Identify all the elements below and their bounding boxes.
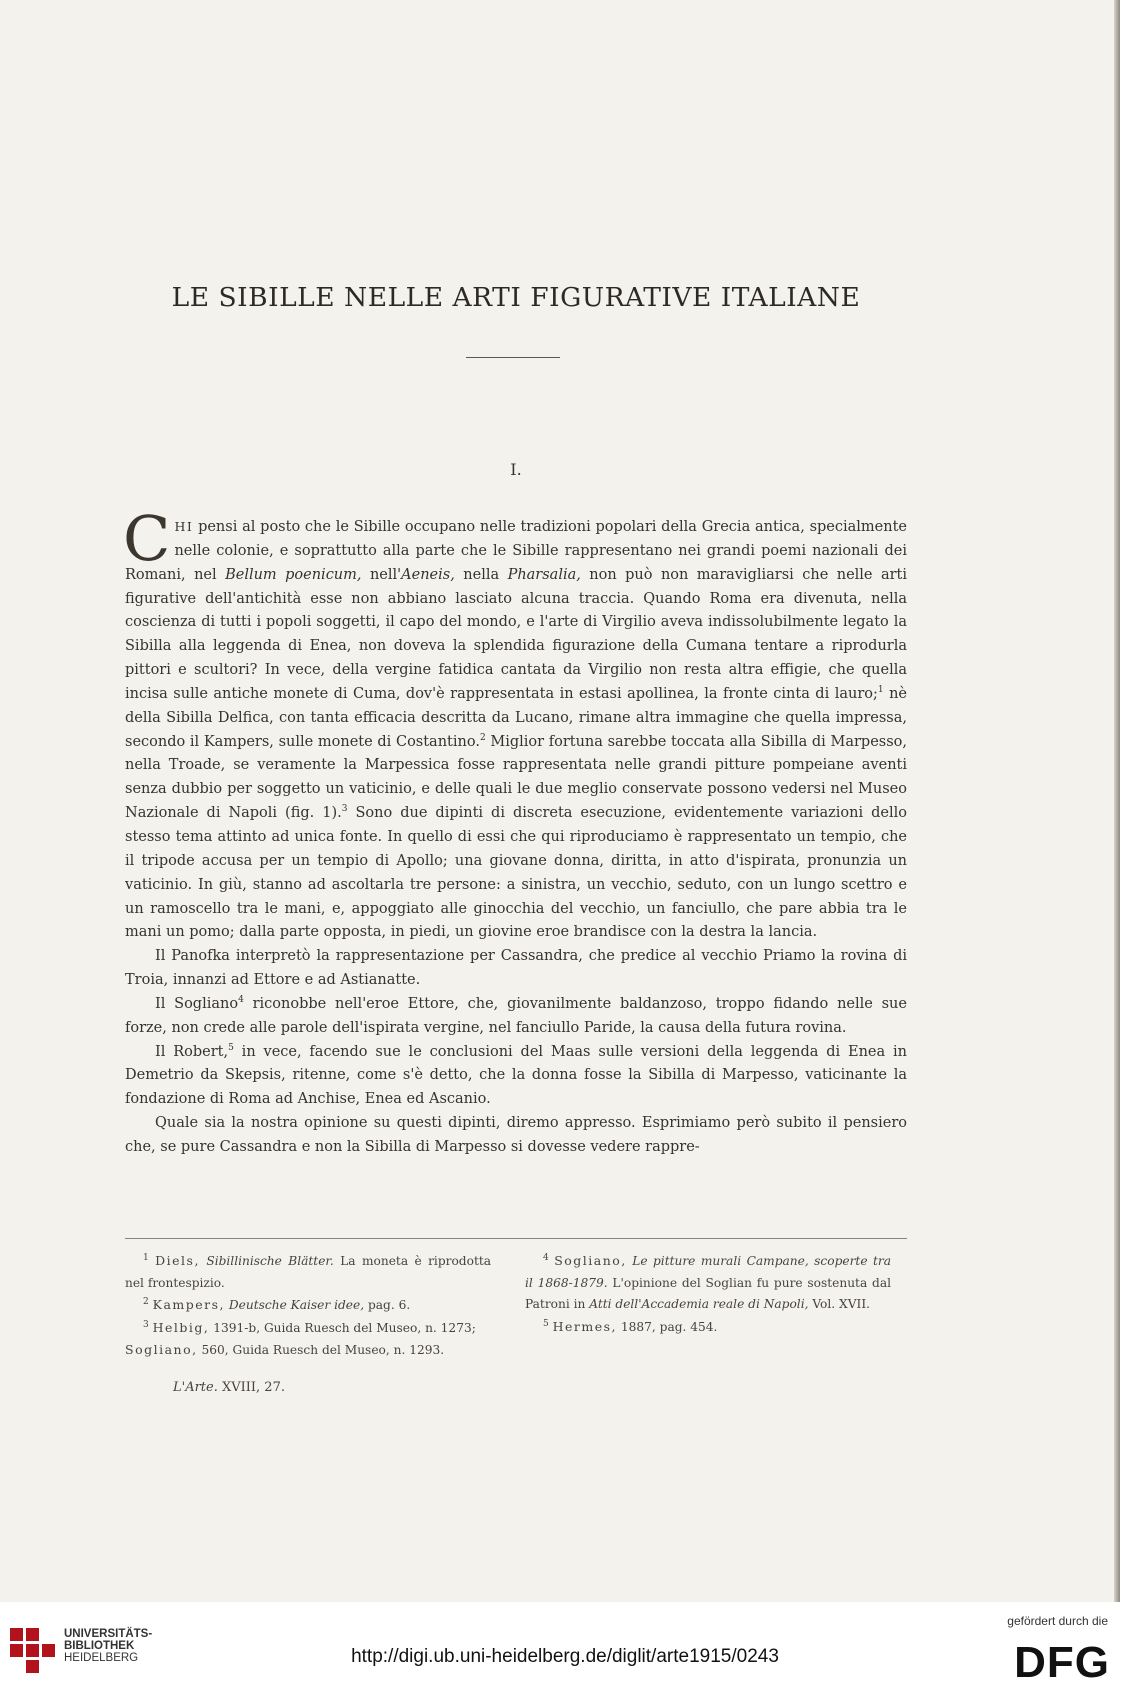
article-body: [123, 502, 908, 1160]
footnote-3-continued: Sogliano, 560, Guida Ruesch del Museo, n. 1293.: [125, 1342, 445, 1357]
article-title: LE SIBILLE NELLE ARTI FIGURATIVE ITALIANE: [171, 282, 861, 313]
footnotes-left-column: [125, 1250, 491, 1362]
dfg-logo: DFG: [1014, 1638, 1110, 1687]
paragraph-4: Il Robert,$^5$ in vece, facendo sue le conclusioni del Maas sulle versioni della leggenda di Enea in Demetrio da Skepsis, ritenne, come s'è detto, che la donna fosse la Sibilla di Marpesso, vaticinante la fondazione di Roma ad Anchise, Enea ed Ascanio.: [125, 1042, 907, 1108]
paragraph-3: Il Sogliano$^4$ riconobbe nell'eroe Ettore, che, giovanilmente baldanzoso, troppo fidando nelle sue forze, non crede alle parole dell'ispirata vergine, nel fanciullo Paride, la causa della futura rovina.: [125, 995, 907, 1036]
footnote-2: $^2$ Kampers, Deutsche Kaiser idee, pag. 6.: [143, 1296, 411, 1312]
footnote-ref[interactable]: 3: [341, 804, 348, 815]
page-signature: L'Arte. XVIII, 27.: [173, 1380, 285, 1395]
page-spine-shadow: [1114, 0, 1120, 1602]
footnote-ref[interactable]: 4: [238, 995, 244, 1006]
footnote-3: $^3$ Helbig, 1391-b, Guida Ruesch del Museo, n. 1273;: [143, 1319, 476, 1335]
viewer-footer: [0, 1602, 1126, 1702]
drop-cap: C: [123, 502, 171, 575]
paragraph-1: CHI pensi al posto che le Sibille occupano nelle tradizioni popolari della Grecia antica, specialmente nelle colonie, e soprattutto alla parte che le Sibille rappresentano nei grandi poemi nazionali dei Romani, nel Bellum poenicum, nell'Aeneis, nella Pharsalia, non può non maravigliarsi che nelle arti figurative dell'antichità esse non abbiano lasciato alcuna traccia. Quando Roma era divenuta, nella coscienza di tutti i popoli soggetti, il capo del mondo, e l'arte di Virgilio aveva indissolubilmente legato la Sibilla alla leggenda di Enea, non doveva la splendida figurazione della Cumana tentare a riprodurla pittori e scultori? In vece, della vergine fatidica cantata da Virgilio non resta altra effigie, che quella incisa sulle antiche monete di Cuma, dov'è rappresentata in estasi apollinea, la fronte cinta di lauro;$^1$ nè della Sibilla Delfica, con tanta efficacia descritta da Lucano, rimane altra immagine che quella impressa, secondo il Kampers, sulle monete di Costantino.$^2$ Miglior fortuna sarebbe toccata alla Sibilla di Marpesso, nella Troade, se veramente la Marpessica fosse rappresentata nelle grandi pitture pompeiane aventi senza dubbio per soggetto un vaticinio, e delle quali le due meglio conservate possono vedersi nel Museo Nazionale di Napoli (fig. 1).$^3$ Sono due dipinti di discreta esecuzione, evidentemente variazioni dello stesso tema attinto ad unica fonte. In quello di essi che qui riproduciamo è rappresentato un tempio, che il tripode accusa per un tempio di Apollo; una giovane donna, diritta, in atto d'ispirata, pronunzia un vaticinio. In giù, stanno ad ascoltarla tre persone: a sinistra, un vecchio, seduto, con un lungo scettro e un ramoscello tra le mani, e, appoggiato alle ginocchia del vecchio, un fanciullo, che pare abbia tra le mani un pomo; dalla parte opposta, in piedi, un giovine eroe brandisce con la destra la lancia.: [123, 502, 908, 941]
title-divider: [466, 357, 560, 358]
paragraph-5: Quale sia la nostra opinione su questi dipinti, diremo appresso. Esprimiamo però subito il pensiero che, se pure Cassandra e non la Sibilla di Marpesso si dovesse vedere rappre-: [125, 1115, 907, 1155]
footnote-4: $^4$ Sogliano, Le pitture murali Campane, scoperte tra il 1868-1879. L'opinione del Soglian fu pure sostenuta dal Patroni in Atti dell'Accademia reale di Napoli, Vol. XVII.: [525, 1252, 891, 1311]
funded-by-label: gefördert durch die: [1007, 1614, 1108, 1628]
footnote-5: $^5$ Hermes, 1887, pag. 454.: [543, 1318, 718, 1334]
paragraph-2: Il Panofka interpretò la rappresentazione per Cassandra, che predice al vecchio Priamo la rovina di Troia, innanzi ad Ettore e ad Astianatte.: [125, 948, 907, 989]
section-number: I.: [510, 460, 522, 479]
footnotes-right-column: [525, 1250, 891, 1338]
footnote-ref[interactable]: 2: [479, 732, 486, 743]
footnote-ref[interactable]: 5: [228, 1042, 234, 1053]
university-library-logo-icon: [6, 1624, 58, 1676]
permalink-url[interactable]: http://digi.ub.uni-heidelberg.de/diglit/arte1915/0243: [351, 1646, 779, 1667]
footnote-1: $^1$ Diels, Sibillinische Blätter. La moneta è riprodotta nel frontespizio.: [125, 1252, 491, 1290]
footnote-divider: [125, 1238, 907, 1239]
library-name: UNIVERSITÄTS- BIBLIOTHEK HEIDELBERG: [64, 1628, 153, 1664]
footnote-ref[interactable]: 1: [877, 685, 884, 696]
